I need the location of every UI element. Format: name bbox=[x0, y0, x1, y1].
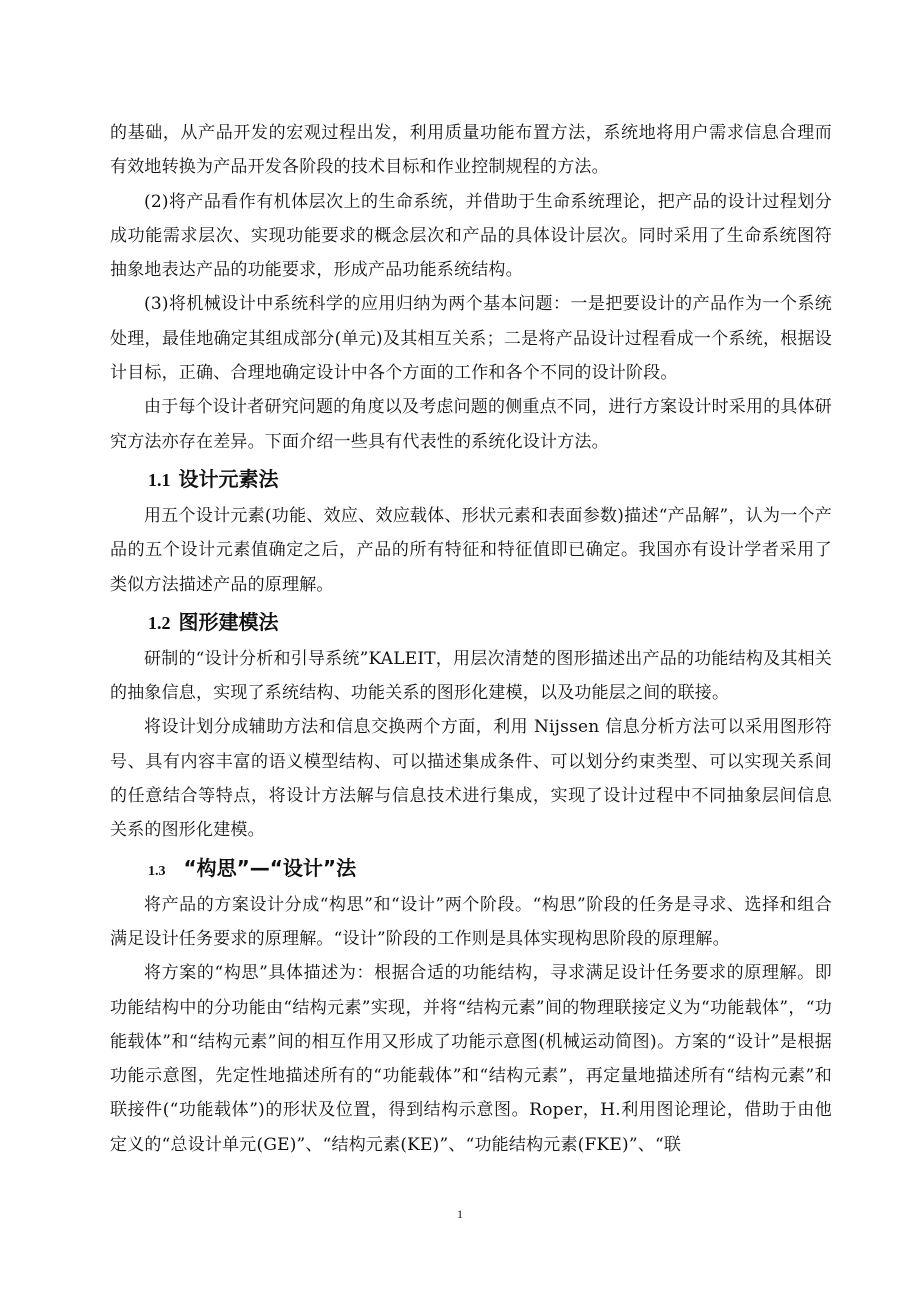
section-heading-1-2 bbox=[110, 602, 832, 642]
section-number: 1.3 bbox=[148, 863, 166, 879]
paragraph: (3)将机械设计中系统科学的应用归纳为两个基本问题：一是把要设计的产品作为一个系统处理，最佳地确定其组成部分(单元)及其相互关系；二是将产品设计过程看成一个系统，根据设计目标，正确、合理地确定设计中各个方面的工作和各个不同的设计阶段。 bbox=[110, 294, 832, 384]
section-title: 图形建模法 bbox=[178, 609, 279, 634]
paragraph: 由于每个设计者研究问题的角度以及考虑问题的侧重点不同，进行方案设计时采用的具体研究方法亦存在差异。下面介绍一些具有代表性的系统化设计方法。 bbox=[110, 397, 832, 452]
paragraph: 将设计划分成辅助方法和信息交换两个方面，利用 Nijssen 信息分析方法可以采用图形符号、具有内容丰富的语义模型结构、可以描述集成条件、可以划分约束类型、可以实现关系间的任意结合等特点，将设计方法解与信息技术进行集成，实现了设计过程中不同抽象层间信息关系的图形化建模。 bbox=[110, 717, 832, 841]
paragraph: 的基础，从产品开发的宏观过程出发，利用质量功能布置方法，系统地将用户需求信息合理而有效地转换为产品开发各阶段的技术目标和作业控制规程的方法。 bbox=[110, 123, 832, 178]
section-title: “构思”—“设计”法 bbox=[183, 855, 357, 880]
paragraph: (2)将产品看作有机体层次上的生命系统，并借助于生命系统理论，把产品的设计过程划分成功能需求层次、实现功能要求的概念层次和产品的具体设计层次。同时采用了生命系统图符抽象地表达产品的功能要求，形成产品功能系统结构。 bbox=[110, 191, 832, 281]
section-heading-1-3 bbox=[110, 848, 832, 888]
paragraph: 将产品的方案设计分成“构思”和“设计”两个阶段。“构思”阶段的任务是寻求、选择和组合满足设计任务要求的原理解。“设计”阶段的工作则是具体实现构思阶段的原理解。 bbox=[110, 894, 832, 949]
paragraph: 将方案的“构思”具体描述为：根据合适的功能结构，寻求满足设计任务要求的原理解。即功能结构中的分功能由“结构元素”实现，并将“结构元素”间的物理联接定义为“功能载体”，“功能载体”和“结构元素”间的相互作用又形成了功能示意图(机械运动简图)。方案的“设计”是根据功能示意图，先定性地描述所有的“功能载体”和“结构元素”，再定量地描述所有“结构元素”和联接件(“功能载体”)的形状及位置，得到结构示意图。Roper，H.利用图论理论，借助于由他定义的“总设计单元(GE)”、“结构元素(KE)”、“功能结构元素(FKE)”、“联 bbox=[110, 963, 832, 1155]
page-number: 1 bbox=[457, 1207, 463, 1221]
section-number: 1.2 bbox=[148, 612, 171, 633]
paragraph: 用五个设计元素(功能、效应、效应载体、形状元素和表面参数)描述“产品解”，认为一个产品的五个设计元素值确定之后，产品的所有特征和特征值即已确定。我国亦有设计学者采用了类似方法描述产品的原理解。 bbox=[110, 505, 832, 595]
page-content bbox=[110, 116, 832, 1162]
section-number: 1.1 bbox=[148, 469, 171, 490]
section-title: 设计元素法 bbox=[178, 466, 279, 491]
section-heading-1-1 bbox=[110, 459, 832, 499]
paragraph: 研制的“设计分析和引导系统”KALEIT，用层次清楚的图形描述出产品的功能结构及其相关的抽象信息，实现了系统结构、功能关系的图形化建模，以及功能层之间的联接。 bbox=[110, 648, 832, 704]
